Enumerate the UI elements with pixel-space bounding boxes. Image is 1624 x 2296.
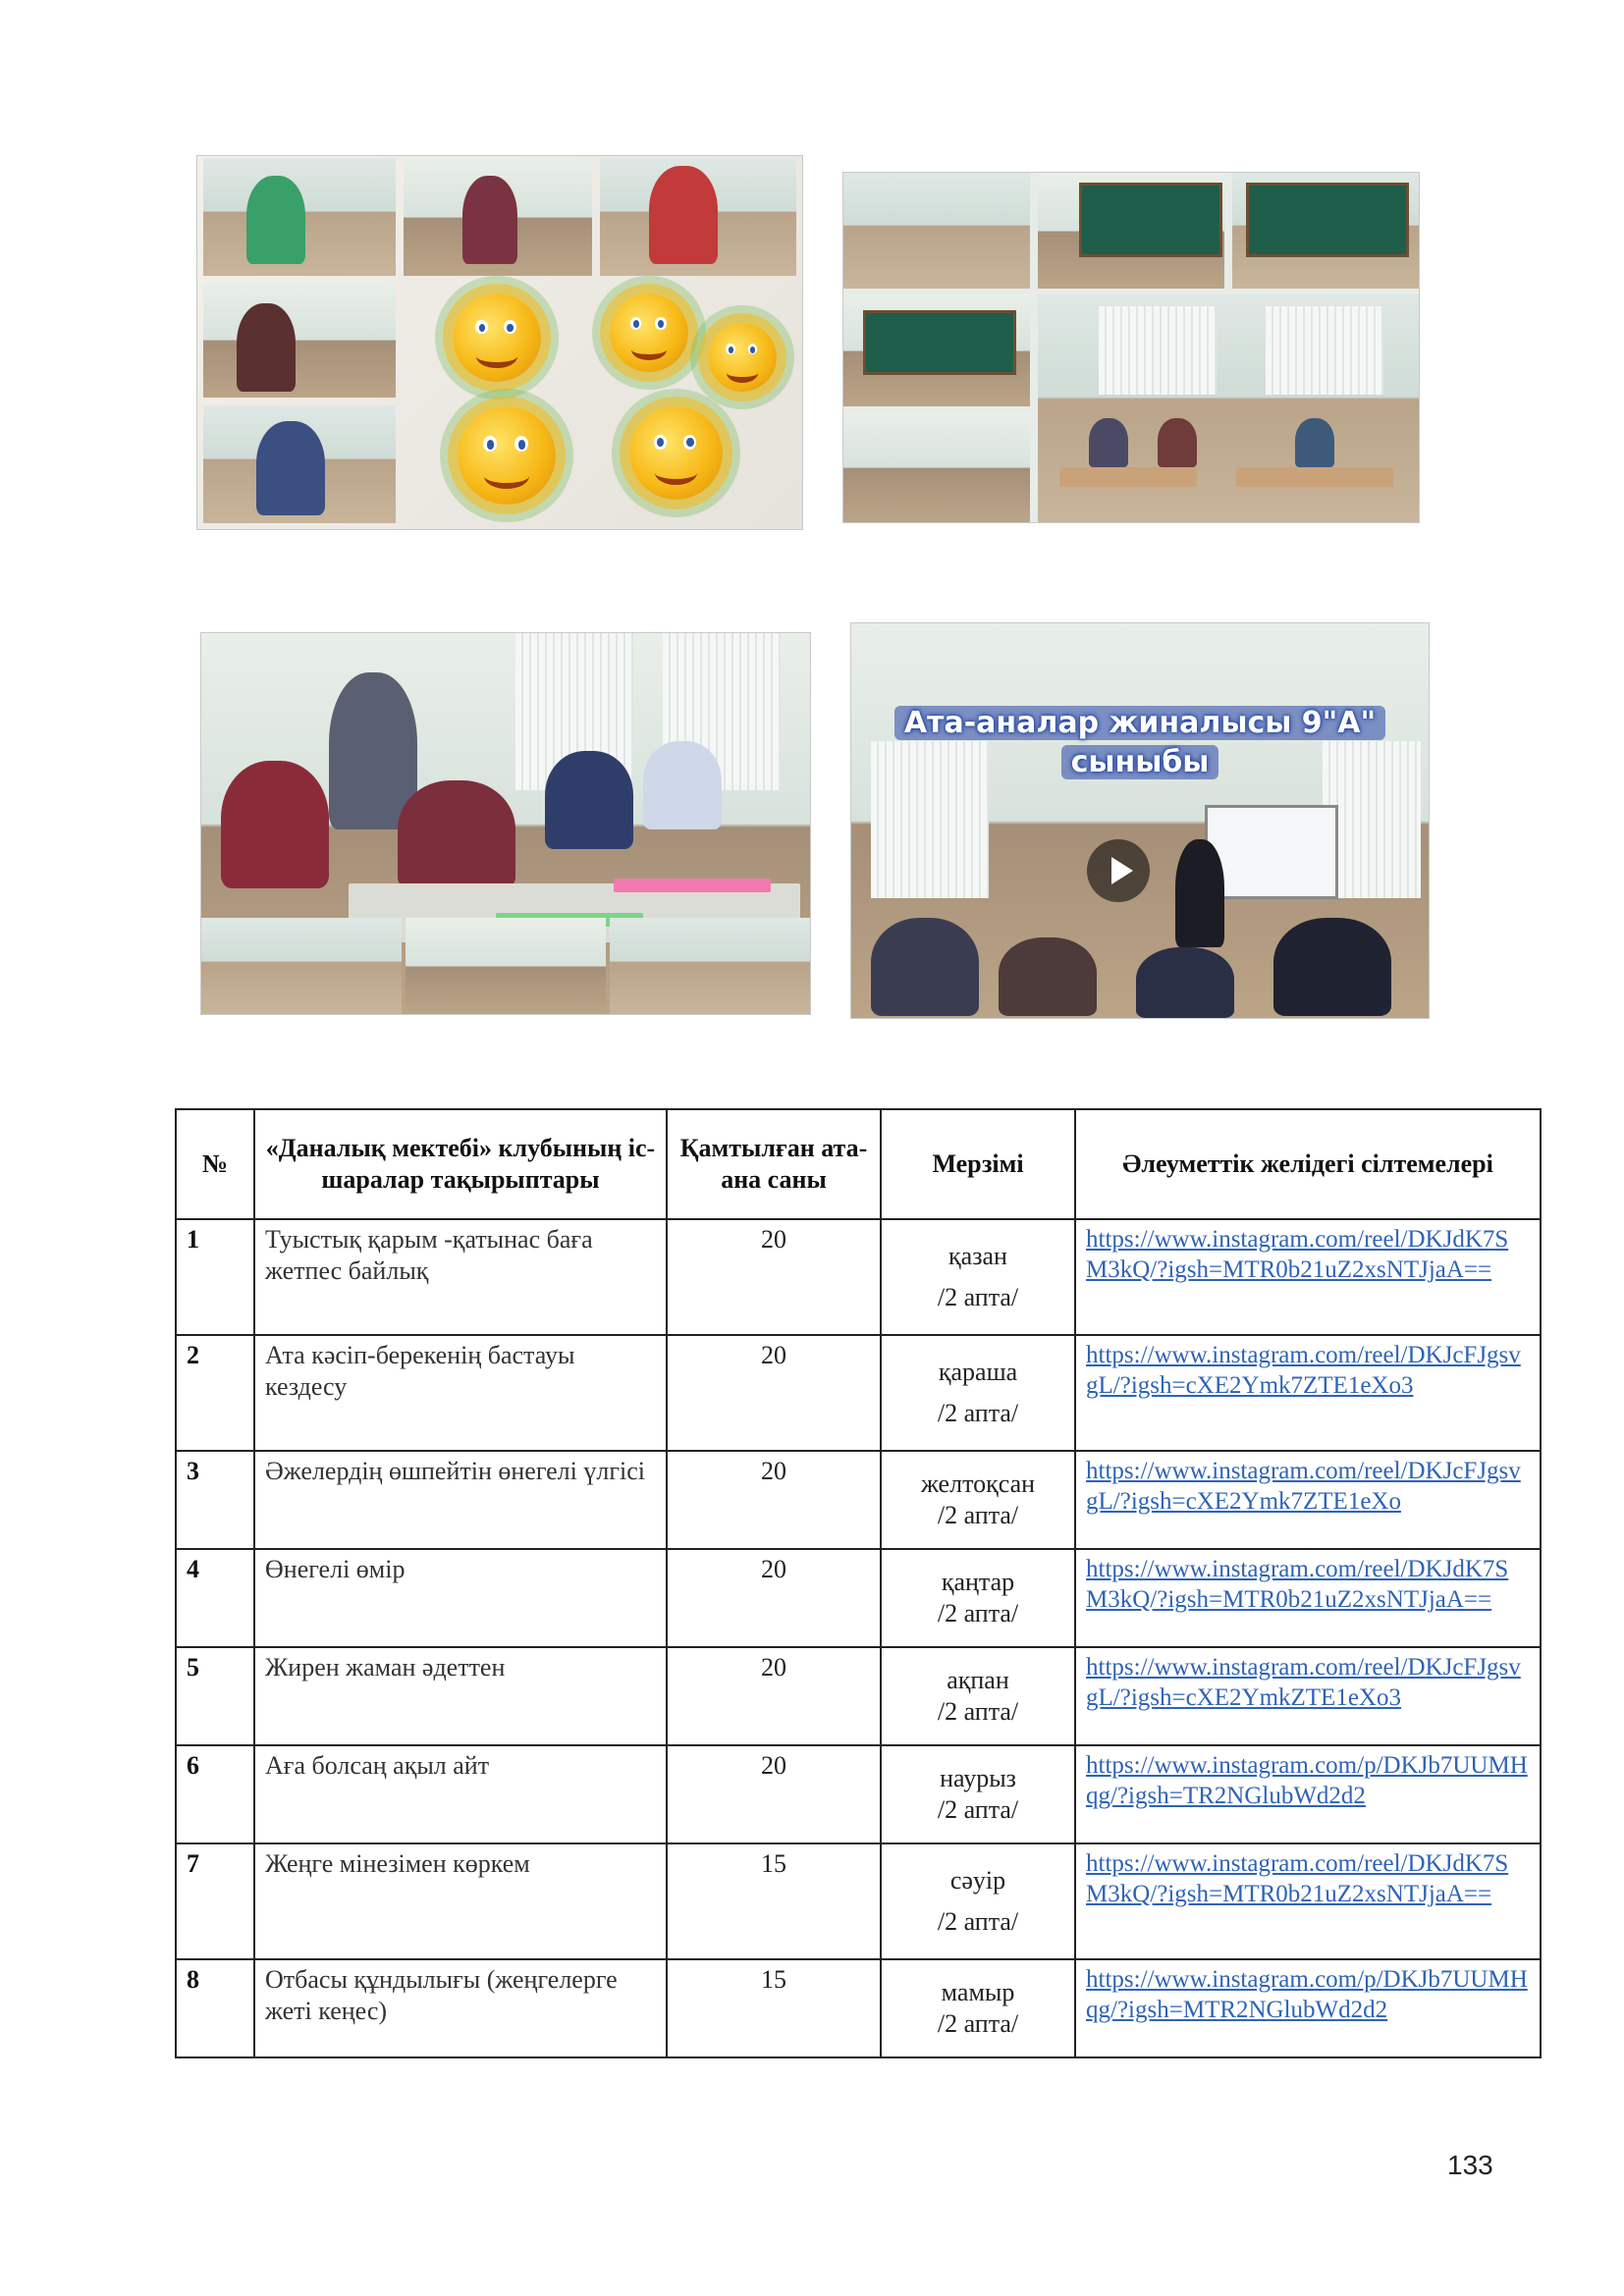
row-topic: Өнегелі өмір bbox=[254, 1549, 667, 1647]
row-term-duration: /2 апта/ bbox=[937, 1907, 1019, 1936]
row-term bbox=[881, 1959, 1075, 2057]
row-term-duration: /2 апта/ bbox=[937, 1795, 1019, 1824]
sun-drawing bbox=[453, 294, 541, 382]
row-term-duration: /2 апта/ bbox=[937, 2009, 1019, 2038]
row-num: 5 bbox=[176, 1647, 254, 1745]
header-count: Қамтылған ата-ана саны bbox=[667, 1109, 881, 1219]
row-term-month: қараша bbox=[938, 1358, 1018, 1386]
photo-parents-at-tables bbox=[200, 632, 811, 1015]
instagram-link[interactable]: https://www.instagram.com/reel/DKJcFJgsvgL/?igsh=cXE2Ymk7ZTE1eXo3 bbox=[1086, 1342, 1521, 1399]
row-count: 20 bbox=[667, 1647, 881, 1745]
row-link-cell bbox=[1075, 1451, 1541, 1549]
row-num: 7 bbox=[176, 1843, 254, 1959]
header-links: Әлеуметтік желідегі сілтемелері bbox=[1075, 1109, 1541, 1219]
row-term-month: ақпан bbox=[947, 1666, 1009, 1694]
row-term-month: желтоқсан bbox=[920, 1469, 1036, 1498]
row-term bbox=[881, 1549, 1075, 1647]
row-link-cell bbox=[1075, 1959, 1541, 2057]
sun-drawing bbox=[610, 294, 688, 372]
club-events-table bbox=[175, 1108, 1542, 2058]
row-count: 20 bbox=[667, 1745, 881, 1843]
row-num: 1 bbox=[176, 1219, 254, 1335]
row-topic: Отбасы құндылығы (жеңгелерге жеті кеңес) bbox=[254, 1959, 667, 2057]
table-row bbox=[176, 1843, 1541, 1959]
row-link-cell bbox=[1075, 1335, 1541, 1451]
video-title-line1: Ата-аналар жиналысы 9"А" bbox=[894, 706, 1385, 740]
row-term bbox=[881, 1843, 1075, 1959]
table-row bbox=[176, 1745, 1541, 1843]
row-term-duration: /2 апта/ bbox=[937, 1399, 1019, 1427]
row-topic: Әжелердің өшпейтін өнегелі үлгісі bbox=[254, 1451, 667, 1549]
row-link-cell bbox=[1075, 1843, 1541, 1959]
header-num: № bbox=[176, 1109, 254, 1219]
photo-collage-classroom-meeting bbox=[842, 172, 1420, 523]
header-term: Мерзімі bbox=[881, 1109, 1075, 1219]
row-term-month: қаңтар bbox=[941, 1568, 1015, 1596]
row-term-duration: /2 апта/ bbox=[937, 1283, 1019, 1311]
row-link-cell bbox=[1075, 1745, 1541, 1843]
row-term-month: қазан bbox=[948, 1242, 1007, 1270]
row-link-cell bbox=[1075, 1219, 1541, 1335]
row-num: 3 bbox=[176, 1451, 254, 1549]
video-title-line2: сыныбы bbox=[1061, 745, 1219, 779]
instagram-link[interactable]: https://www.instagram.com/reel/DKJcFJgsvgL/?igsh=cXE2Ymk7ZTE1eXo bbox=[1086, 1458, 1521, 1515]
row-term bbox=[881, 1647, 1075, 1745]
instagram-link[interactable]: https://www.instagram.com/p/DKJb7UUMHqg/?igsh=TR2NGlubWd2d2 bbox=[1086, 1752, 1528, 1809]
play-icon[interactable] bbox=[1087, 839, 1150, 902]
instagram-link[interactable]: https://www.instagram.com/reel/DKJdK7SM3kQ/?igsh=MTR0b21uZ2xsNTJjaA== bbox=[1086, 1226, 1509, 1283]
instagram-link[interactable]: https://www.instagram.com/reel/DKJcFJgsvgL/?igsh=cXE2YmkZTE1eXo3 bbox=[1086, 1654, 1521, 1711]
row-topic: Туыстық қарым -қатынас баға жетпес байлық bbox=[254, 1219, 667, 1335]
sun-drawing bbox=[708, 323, 777, 392]
row-term-duration: /2 апта/ bbox=[937, 1599, 1019, 1628]
row-count: 20 bbox=[667, 1335, 881, 1451]
photo-collage-sun-drawings bbox=[196, 155, 803, 530]
row-term-duration: /2 апта/ bbox=[937, 1697, 1019, 1726]
instagram-link[interactable]: https://www.instagram.com/p/DKJb7UUMHqg/?igsh=MTR2NGlubWd2d2 bbox=[1086, 1966, 1528, 2023]
table-row bbox=[176, 1335, 1541, 1451]
table-row bbox=[176, 1549, 1541, 1647]
row-term-month: сәуір bbox=[949, 1866, 1006, 1895]
video-parents-meeting[interactable] bbox=[850, 622, 1430, 1019]
row-term-month: наурыз bbox=[940, 1764, 1016, 1792]
row-count: 15 bbox=[667, 1843, 881, 1959]
table-row bbox=[176, 1647, 1541, 1745]
video-title bbox=[873, 704, 1407, 782]
row-num: 6 bbox=[176, 1745, 254, 1843]
row-num: 2 bbox=[176, 1335, 254, 1451]
table-row bbox=[176, 1219, 1541, 1335]
row-term-month: мамыр bbox=[941, 1978, 1015, 2006]
row-topic: Жеңге мінезімен көркем bbox=[254, 1843, 667, 1959]
table-row bbox=[176, 1959, 1541, 2057]
sun-drawing bbox=[458, 406, 556, 505]
row-link-cell bbox=[1075, 1549, 1541, 1647]
row-count: 20 bbox=[667, 1451, 881, 1549]
row-topic: Жирен жаман әдеттен bbox=[254, 1647, 667, 1745]
row-count: 20 bbox=[667, 1219, 881, 1335]
instagram-link[interactable]: https://www.instagram.com/reel/DKJdK7SM3kQ/?igsh=MTR0b21uZ2xsNTJjaA== bbox=[1086, 1556, 1509, 1613]
row-num: 8 bbox=[176, 1959, 254, 2057]
row-term-duration: /2 апта/ bbox=[937, 1501, 1019, 1529]
sun-drawing bbox=[629, 406, 723, 500]
instagram-link[interactable]: https://www.instagram.com/reel/DKJdK7SM3kQ/?igsh=MTR0b21uZ2xsNTJjaA== bbox=[1086, 1850, 1509, 1907]
row-count: 15 bbox=[667, 1959, 881, 2057]
row-link-cell bbox=[1075, 1647, 1541, 1745]
table-header-row bbox=[176, 1109, 1541, 1219]
row-term bbox=[881, 1745, 1075, 1843]
row-term bbox=[881, 1219, 1075, 1335]
row-topic: Ата кәсіп-берекенің бастауы кездесу bbox=[254, 1335, 667, 1451]
row-term bbox=[881, 1451, 1075, 1549]
row-num: 4 bbox=[176, 1549, 254, 1647]
page-number: 133 bbox=[1447, 2150, 1493, 2180]
header-topic: «Даналық мектебі» клубының іс-шаралар тақырыптары bbox=[254, 1109, 667, 1219]
row-topic: Аға болсаң ақыл айт bbox=[254, 1745, 667, 1843]
table-row bbox=[176, 1451, 1541, 1549]
row-count: 20 bbox=[667, 1549, 881, 1647]
row-term bbox=[881, 1335, 1075, 1451]
